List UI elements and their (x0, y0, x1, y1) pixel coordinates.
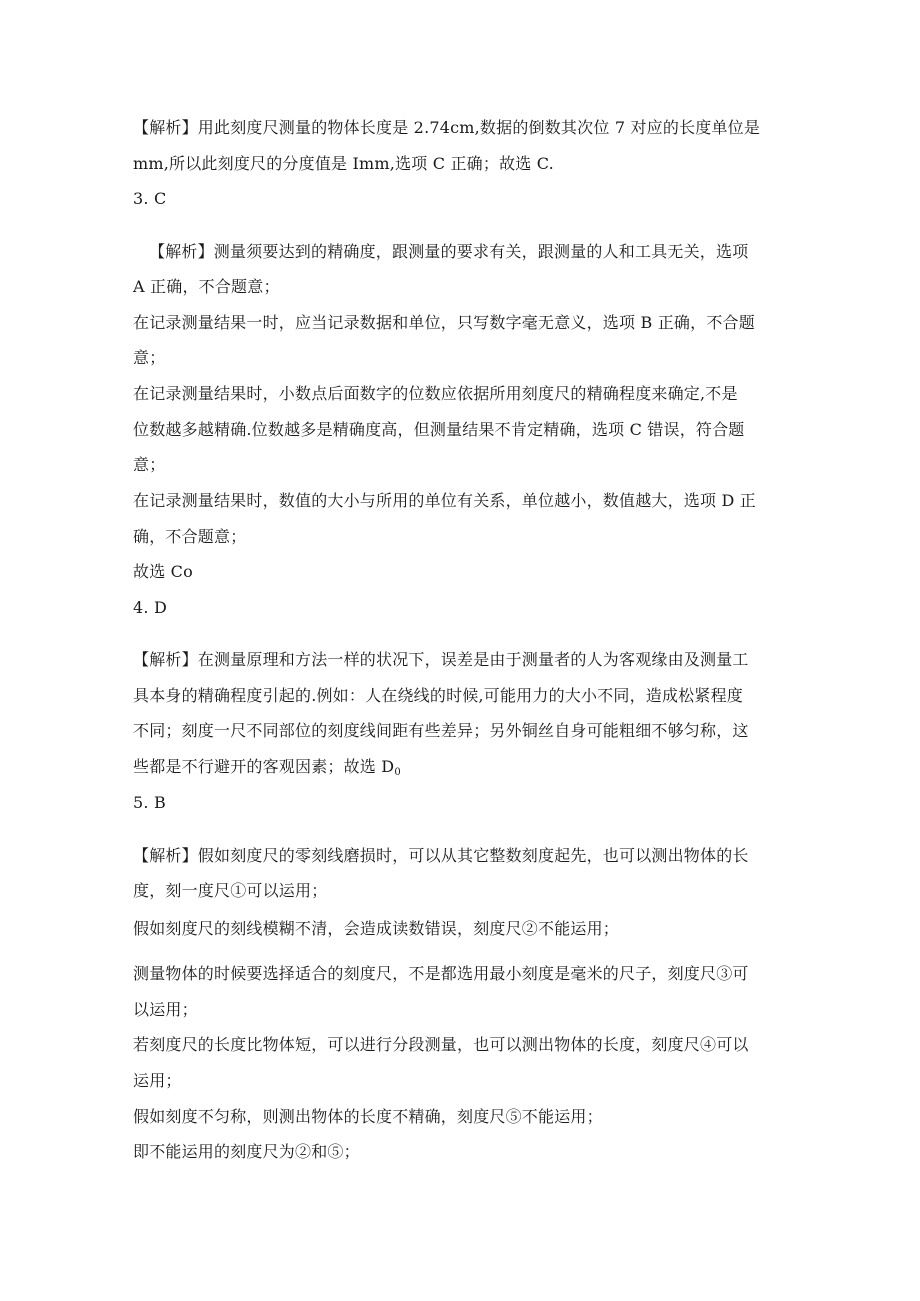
text-line-9: 位数越多越精确.位数越多是精确度高，但测量结果不肯定精确，选项 C 错误，符合题 (133, 420, 745, 439)
text-line-24: 以运用； (133, 1000, 198, 1019)
text-line-22: 假如刻度尺的刻线模糊不清，会造成读数错误，刻度尺②不能运用； (133, 919, 620, 938)
text-line-25: 若刻度尺的长度比物体短，可以进行分段测量，也可以测出物体的长度，刻度尺④可以 (133, 1035, 749, 1054)
text-line-27: 假如刻度不匀称，则测出物体的长度不精确，刻度尺⑤不能运用； (133, 1107, 603, 1126)
text-line-12: 确，不合题意； (133, 527, 247, 546)
text-line-5: A 正确，不合题意； (133, 277, 280, 296)
text-line-6: 在记录测量结果一时，应当记录数据和单位，只写数字毫无意义，选项 B 正确，不合题 (133, 313, 755, 332)
text-line-28: 即不能运用的刻度尺为②和⑤； (133, 1142, 360, 1161)
text-line-17: 不同；刻度一尺不同部位的刻度线间距有些差异；另外铜丝自身可能粗细不够匀称，这 (133, 721, 749, 740)
text-line-8: 在记录测量结果时，小数点后面数字的位数应依据所用刻度尺的精确程度来确定,不是 (133, 384, 738, 403)
text-line-21: 度，刻一度尺①可以运用； (133, 881, 328, 900)
question-number-4: 4. D (133, 598, 167, 617)
question-number-5: 5. B (133, 793, 166, 812)
text-line-13: 故选 Co (133, 562, 193, 581)
text-line-2: mm,所以此刻度尺的分度值是 Imm,选项 C 正确；故选 C. (133, 154, 554, 173)
text-line-26: 运用； (133, 1071, 182, 1090)
subscript-zero: 0 (394, 767, 401, 778)
text-line-7: 意； (133, 348, 166, 367)
text-line-18-main: 些都是不行避开的客观因素；故选 D (133, 757, 395, 776)
text-line-4: 【解析】测量须要达到的精确度，跟测量的要求有关，跟测量的人和工具无关，选项 (149, 242, 749, 261)
text-line-1: 【解析】用此刻度尺测量的物体长度是 2.74cm,数据的倒数其次位 7 对应的长度单位是 (133, 118, 761, 137)
text-line-15: 【解析】在测量原理和方法一样的状况下，误差是由于测量者的人为客观缘由及测量工 (133, 650, 749, 669)
text-line-18 (133, 757, 401, 783)
text-line-16: 具本身的精确程度引起的.例如：人在绕线的时候,可能用力的大小不同，造成松紧程度 (133, 686, 743, 705)
text-line-10: 意； (133, 455, 166, 474)
text-line-20: 【解析】假如刻度尺的零刻线磨损时，可以从其它整数刻度起先，也可以测出物体的长 (133, 846, 749, 865)
text-line-11: 在记录测量结果时，数值的大小与所用的单位有关系，单位越小，数值越大，选项 D 正 (133, 491, 757, 510)
question-number-3: 3. C (133, 189, 167, 208)
text-line-23: 测量物体的时候要选择适合的刻度尺，不是都选用最小刻度是毫米的尺子，刻度尺③可 (133, 964, 749, 983)
